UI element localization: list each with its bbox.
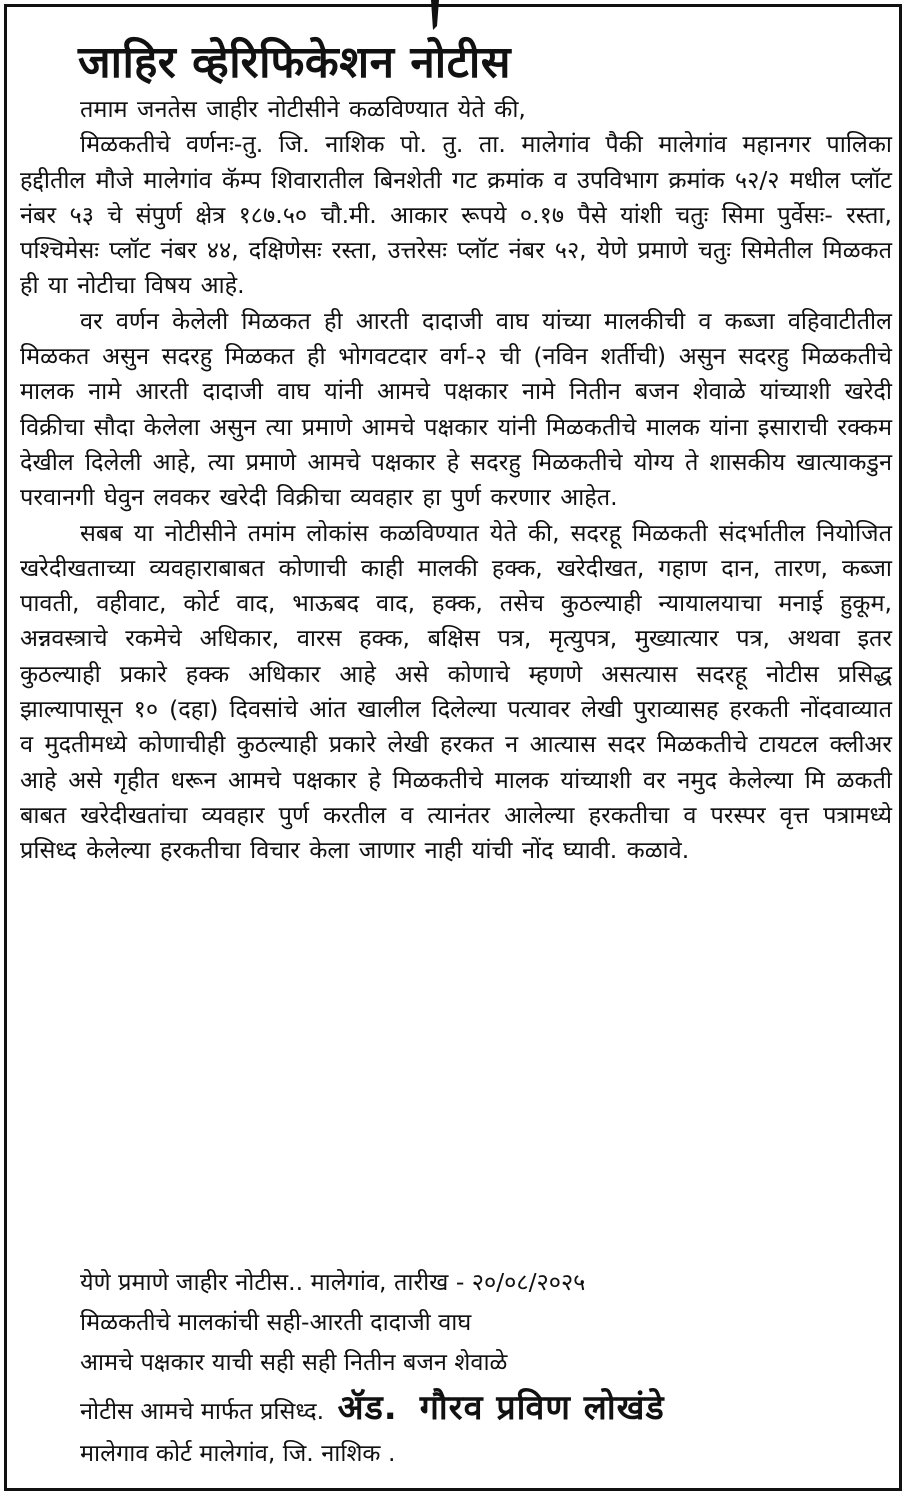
ownership-paragraph: वर वर्णन केलेली मिळकत ही आरती दादाजी वाघ यांच्या मालकीची व कब्जा वहिवाटीतील मिळकत असुन सदरहु मिळकत ही भोगवटदार वर्ग-२ ची (नविन शर्तीची) असुन सदरहु मिळकतीचे मालक नामे आरती दादाजी वाघ यांनी आमचे पक्षकार नामे नितीन बजन शेवाळे यांच्याशी खरेदी विक्रीचा सौदा केलेला असुन त्या प्रमाणे आमचे पक्षकार यांनी मिळकतीचे मालक यांना इसाराची रक्कम देखील दिलेली आहे, त्या प्रमाणे आमचे पक्षकार हे सदरहु मिळकतीचे योग्य ते शासकीय खात्याकडुन परवानगी घेवुन लवकर खरेदी विक्रीचा व्यवहार हा पुर्ण करणार आहेत. — [20, 306, 892, 512]
notice-body — [20, 92, 892, 869]
client-signature-line: आमचे पक्षकार याची सही सही नितीन बजन शेवाळे — [80, 1348, 508, 1376]
advocate-full-name: गौरव प्रविण लोखंडे — [419, 1388, 665, 1428]
court-address-line: मालेगाव कोर्ट मालेगांव, जि. नाशिक . — [80, 1439, 396, 1467]
notice-title: जाहिर व्हेरिफिकेशन नोटीस — [78, 37, 511, 88]
notice-intro: तमाम जनतेस जाहीर नोटीसीने कळविण्यात येते की, — [80, 95, 526, 123]
owner-signature-line: मिळकतीचे मालकांची सही-आरती दादाजी वाघ — [80, 1308, 472, 1336]
advocate-name — [338, 1388, 665, 1428]
place-date-line: येणे प्रमाणे जाहीर नोटीस.. मालेगांव, तारीख - २०/०८/२०२५ — [80, 1268, 586, 1296]
published-by-text: नोटीस आमचे मार्फत प्रसिध्द. — [80, 1397, 325, 1425]
corner-tick-mark — [428, 0, 442, 30]
property-description: मिळकतीचे वर्णनः-तु. जि. नाशिक पो. तु. ता. मालेगांव पैकी मालेगांव महानगर पालिका हद्दीतील मौजे मालेगांव कॅम्प शिवारातील बिनशेती गट क्रमांक व उपविभाग क्रमांक ५२/२ मधील प्लॉट नंबर ५३ चे संपुर्ण क्षेत्र १८७.५० चौ.मी. आकार रूपये ०.१७ पैसे यांशी चतुः सिमा पुर्वेसः- रस्ता, पश्चिमेसः प्लॉट नंबर ४४, दक्षिणेसः रस्ता, उत्तरेसः प्लॉट नंबर ५२, येणे प्रमाणे चतुः सिमेतील मिळकत ही या नोटीचा विषय आहे. — [20, 130, 892, 300]
notice-footer — [80, 1262, 880, 1473]
advocate-prefix: ॲड. — [337, 1388, 398, 1428]
published-by-line — [80, 1386, 880, 1433]
objection-paragraph: सबब या नोटीसीने तमांम लोकांस कळविण्यात येते की, सदरहू मिळकती संदर्भातील नियोजित खरेदीखताच्या व्यवहाराबाबत कोणाची काही मालकी हक्क, खरेदीखत, गहाण दान, तारण, कब्जा पावती, वहीवाट, कोर्ट वाद, भाऊबद वाद, हक्क, तसेच कुठल्याही न्यायालयाचा मनाई हुकूम, अन्नवस्त्राचे रकमेचे अधिकार, वारस हक्क, बक्षिस पत्र, मृत्युपत्र, मुख्यात्यार पत्र, अथवा इतर कुठल्याही प्रकारे हक्क अधिकार आहे असे कोणाचे म्हणणे असत्यास सदरहू नोटीस प्रसिद्ध झाल्यापासून १० (दहा) दिवसांचे आंत खालील दिलेल्या पत्यावर लेखी पुराव्यासह हरकती नोंदवाव्यात व मुदतीमध्ये कोणाचीही कुठल्याही प्रकारे लेखी हरकत न आत्यास सदर मिळकतीचे टायटल क्लीअर आहे असे गृहीत धरून आमचे पक्षकार हे मिळकतीचे मालक यांच्याशी वर नमुद केलेल्या मि ळकती बाबत खरेदीखतांचा व्यवहार पुर्ण करतील व त्यानंतर आलेल्या हरकतीचा व परस्पर वृत्त पत्रामध्ये प्रसिध्द केलेल्या हरकतीचा विचार केला जाणार नाही यांची नोंद घ्यावी. कळावे. — [20, 518, 892, 865]
